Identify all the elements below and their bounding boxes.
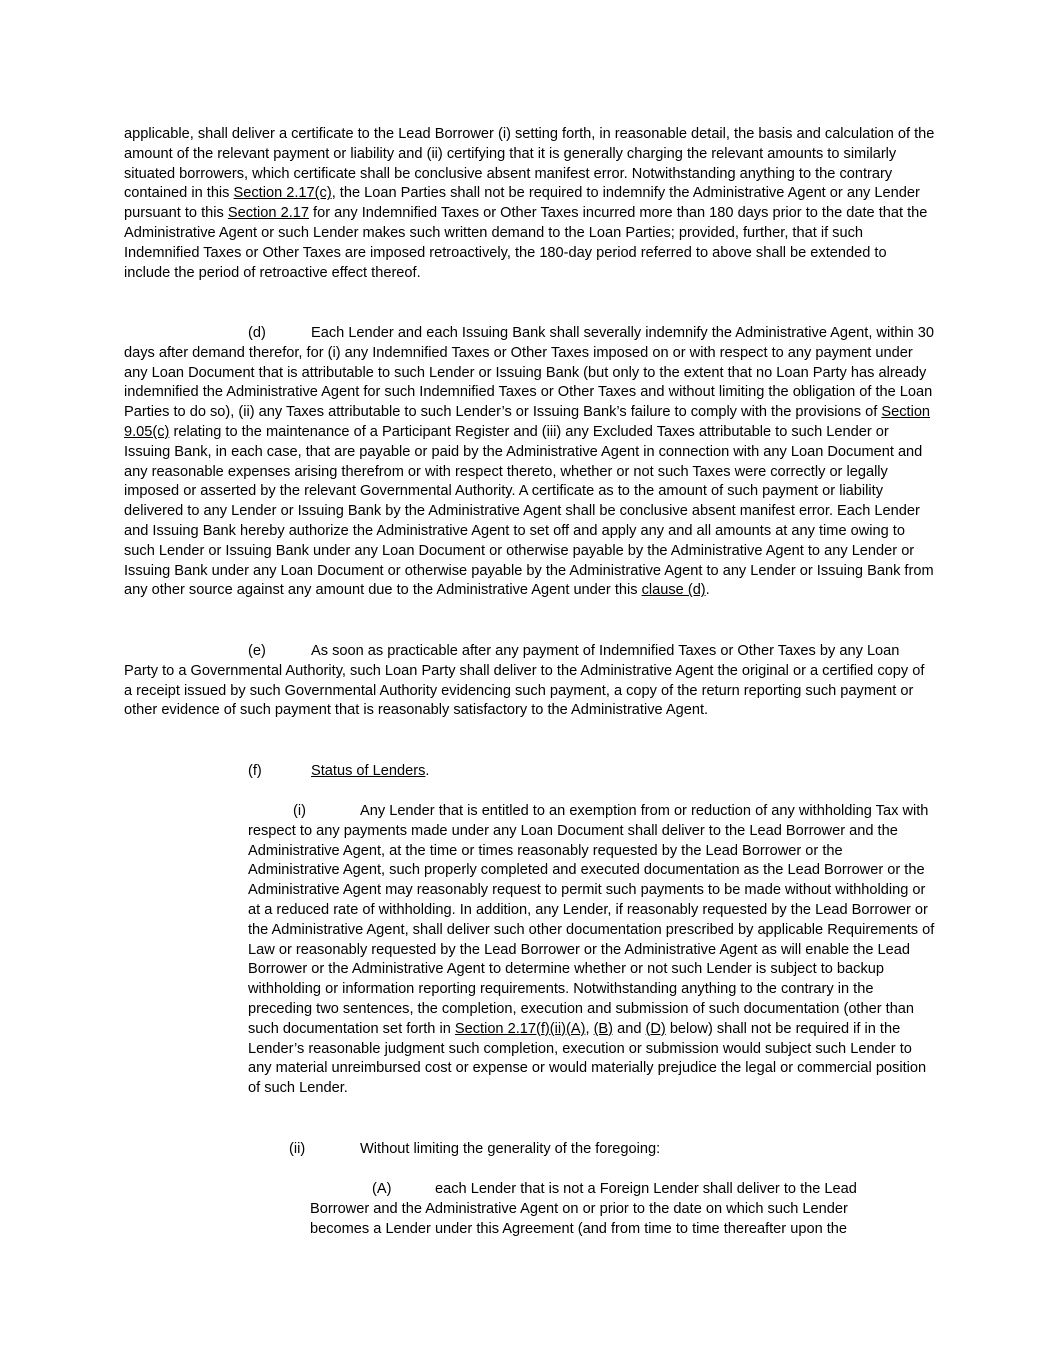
paragraph-number: (f): [248, 763, 262, 779]
text: .: [705, 582, 710, 599]
paragraph-d: [124, 324, 936, 601]
text: and: [613, 1020, 646, 1037]
section-reference: (B): [593, 1020, 614, 1037]
paragraph-number: (d): [248, 325, 266, 341]
paragraph-f-ii: [289, 1140, 929, 1160]
section-heading: Status of Lenders: [311, 763, 426, 779]
paragraph-number: (i): [293, 803, 306, 819]
text: Without limiting the generality of the foregoing:: [360, 1141, 661, 1157]
section-reference: Section 9.05(c): [124, 404, 931, 440]
paragraph-f-i: [248, 802, 936, 1099]
text: applicable, shall deliver a certificate to the Lead Borrower (i) setting forth, in reasonable detail, the basis and calculation of the amount of the relevant payment or liability and (ii) certifying that it is generally charging the relevant amounts to similarly situated borrowers, which certificate shall be conclusive absent manifest error. Notwithstanding anything to the contrary contained in this: [124, 126, 935, 202]
paragraph-c-continuation: [124, 125, 936, 283]
text: Each Lender and each Issuing Bank shall severally indemnify the Administrative Agent, within 30 days after demand therefor, for (i) any Indemnified Taxes or Other Taxes imposed on or with respect to any payment under any Loan Document that is attributable to such Lender or Issuing Bank (but only to the extent that no Loan Party has already indemnified the Administrative Agent for such Indemnified Taxes or Other Taxes and without limiting the obligation of the Loan Parties to do so), (ii) any Taxes attributable to such Lender’s or Issuing Bank’s failure to comply with the provisions of: [124, 325, 935, 421]
text: each Lender that is not a Foreign Lender shall deliver to the Lead Borrower and the Administrative Agent on or prior to the date on which such Lender becomes a Lender under this Agreement (and from time to time thereafter upon the: [310, 1181, 857, 1237]
section-reference: Section 2.17(c): [233, 185, 332, 202]
section-reference: (D): [645, 1020, 666, 1037]
paragraph-f-ii-a: [310, 1180, 910, 1239]
text: below) shall not be required if in the Lender’s reasonable judgment such completion, execution or submission would subject such Lender to any material unreimbursed cost or expense or would materially prejudice the legal or commercial position of such Lender.: [248, 1020, 927, 1097]
text: for any Indemnified Taxes or Other Taxes incurred more than 180 days prior to the date that the Administrative Agent or such Lender makes such written demand to the Loan Parties; provided, further, that if such Indemnified Taxes or Other Taxes are imposed retroactively, the 180-day period referred to above shall be extended to include the period of retroactive effect thereof.: [124, 205, 928, 281]
paragraph-number: (ii): [289, 1141, 306, 1157]
text: Any Lender that is entitled to an exemption from or reduction of any withholding Tax with respect to any payments made under any Loan Document shall deliver to the Lead Borrower and the Administrative Agent, at the time or times reasonably requested by the Lead Borrower or the Administrative Agent, such properly completed and executed documentation as the Lead Borrower or the Administrative Agent may reasonably request to permit such payments to be made without withholding or at a reduced rate of withholding. In addition, any Lender, if reasonably requested by the Lead Borrower or the Administrative Agent, shall deliver such other documentation prescribed by applicable Requirements of Law or reasonably requested by the Lead Borrower or the Administrative Agent as will enable the Lead Borrower or the Administrative Agent to determine whether or not such Lender is subject to backup withholding or information reporting requirements. Notwithstanding anything to the contrary in the preceding two sentences, the completion, execution and submission of such documentation (other than such documentation set forth in: [248, 803, 935, 1037]
text: ,: [585, 1020, 594, 1037]
section-reference: Section 2.17(f)(ii)(A): [454, 1020, 586, 1037]
section-reference: clause (d): [641, 582, 706, 599]
text: , the Loan Parties shall not be required to indemnify the Administrative Agent or any Lender pursuant to this: [124, 185, 920, 222]
paragraph-number: (e): [248, 643, 266, 659]
text: relating to the maintenance of a Participant Register and (iii) any Excluded Taxes attributable to such Lender or Issuing Bank, in each case, that are payable or paid by the Administrative Agent in connection with any Loan Document and any reasonable expenses arising therefrom or with respect thereto, whether or not such Taxes were correctly or legally imposed or asserted by the relevant Governmental Authority. A certificate as to the amount of such payment or liability delivered to any Lender or Issuing Bank by the Administrative Agent shall be conclusive absent manifest error. Each Lender and Issuing Bank hereby authorize the Administrative Agent to set off and apply any and all amounts at any time owing to such Lender or Issuing Bank under any Loan Document or otherwise payable by the Administrative Agent to any Lender or Issuing Bank under any Loan Document or otherwise payable by the Administrative Agent to any Lender or Issuing Bank from any other source against any amount due to the Administrative Agent under this: [124, 423, 934, 599]
paragraph-number: (A): [372, 1181, 392, 1197]
paragraph-e: [124, 642, 936, 721]
paragraph-f-heading: [248, 762, 936, 782]
text: As soon as practicable after any payment of Indemnified Taxes or Other Taxes by any Loan Party to a Governmental Authority, such Loan Party shall deliver to the Administrative Agent the original or a certified copy of a receipt issued by such Governmental Authority evidencing such payment, a copy of the return reporting such payment or other evidence of such payment that is reasonably satisfactory to the Administrative Agent.: [124, 643, 925, 719]
section-reference: Section 2.17: [227, 205, 309, 222]
text: .: [425, 763, 430, 779]
